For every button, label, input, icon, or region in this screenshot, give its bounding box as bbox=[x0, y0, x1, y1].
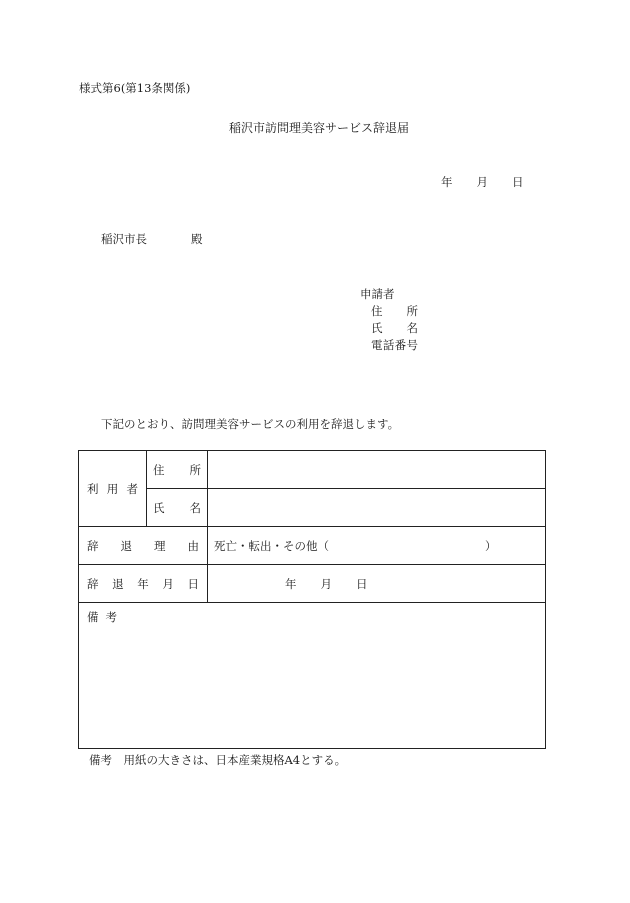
date-day: 日 bbox=[512, 175, 524, 189]
user-address-label: 住所 bbox=[153, 462, 201, 477]
form-reference: 様式第6(第13条関係) bbox=[79, 81, 191, 95]
withdraw-date-year: 年 bbox=[285, 576, 297, 591]
user-address-field[interactable] bbox=[208, 451, 546, 489]
user-name-label-cell bbox=[147, 489, 208, 527]
reason-label-cell bbox=[79, 527, 208, 565]
applicant-label: 申請者 bbox=[360, 287, 395, 301]
submission-date bbox=[441, 174, 524, 190]
addressee-name: 稲沢市長 bbox=[101, 232, 147, 246]
reason-close-paren: ） bbox=[485, 538, 497, 553]
withdraw-date-label-cell bbox=[79, 565, 208, 603]
user-name-label: 氏名 bbox=[153, 500, 201, 515]
withdrawal-form-table bbox=[78, 450, 546, 749]
remarks-field[interactable] bbox=[79, 603, 546, 749]
user-name-field[interactable] bbox=[208, 489, 546, 527]
document-title: 稲沢市訪問理美容サービス辞退届 bbox=[228, 121, 409, 135]
applicant-name-label: 氏 名 bbox=[371, 321, 418, 335]
applicant-phone-label: 電話番号 bbox=[371, 338, 418, 352]
addressee bbox=[101, 231, 203, 247]
applicant-address-label: 住 所 bbox=[371, 304, 418, 318]
withdraw-date-label: 辞退年月日 bbox=[87, 576, 199, 591]
user-label-cell bbox=[79, 451, 147, 527]
withdraw-date-day: 日 bbox=[356, 576, 368, 591]
user-address-label-cell bbox=[147, 451, 208, 489]
applicant-block bbox=[360, 286, 418, 354]
intro-statement: 下記のとおり、訪問理美容サービスの利用を辞退します。 bbox=[101, 417, 400, 431]
withdraw-date-field[interactable] bbox=[208, 565, 546, 603]
reason-label: 辞退理由 bbox=[87, 538, 199, 553]
withdraw-date-month: 月 bbox=[320, 576, 332, 591]
remarks-label: 備考 bbox=[87, 610, 117, 624]
date-month: 月 bbox=[476, 175, 488, 189]
reason-options: 死亡・転出・その他（ bbox=[214, 538, 329, 553]
date-year: 年 bbox=[441, 175, 453, 189]
addressee-honorific: 殿 bbox=[191, 232, 203, 246]
footer-note: 備考 用紙の大きさは、日本産業規格A4とする。 bbox=[89, 753, 347, 767]
user-label: 利用者 bbox=[87, 481, 138, 496]
reason-field[interactable] bbox=[208, 527, 546, 565]
